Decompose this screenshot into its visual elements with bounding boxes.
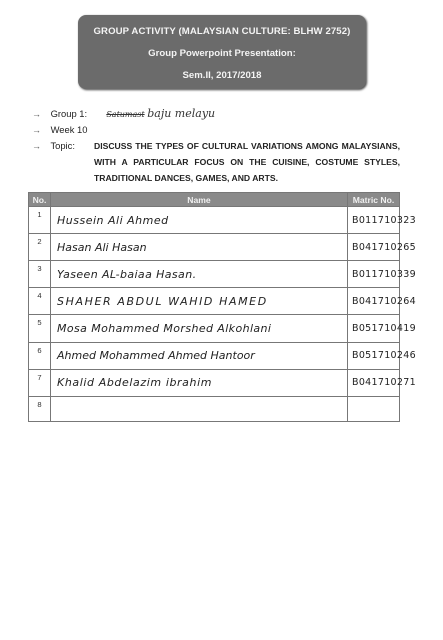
member-name: Ahmed Mohammed Ahmed Hantoor [51, 342, 348, 369]
header-no: No. [29, 193, 51, 207]
topic-line [32, 140, 75, 151]
member-table [28, 192, 416, 422]
table-row [29, 288, 400, 315]
matric-number: B041710264 [348, 288, 400, 315]
struck-group-name: Satumast [106, 110, 145, 119]
matric-number: B011710323 [348, 207, 400, 234]
table-row [29, 342, 400, 369]
group-line [32, 107, 215, 120]
semester-label: Sem.II, 2017/2018 [182, 70, 262, 81]
matric-number: B051710246 [348, 342, 400, 369]
week-label: Week 10 [50, 124, 88, 135]
row-number: 3 [29, 261, 51, 288]
row-number: 2 [29, 234, 51, 261]
header-name: Name [51, 193, 348, 207]
member-name: Hasan Ali Hasan [51, 234, 348, 261]
matric-number [348, 396, 400, 421]
course-title: GROUP ACTIVITY (MALAYSIAN CULTURE: BLHW 2752) [93, 26, 351, 37]
row-number: 7 [29, 369, 51, 396]
table-row [29, 261, 400, 288]
matric-number: B041710271 [348, 369, 400, 396]
member-name: Hussein Ali Ahmed [51, 207, 348, 234]
table-row [29, 396, 400, 421]
row-number: 1 [29, 207, 51, 234]
table-row [29, 207, 400, 234]
matric-number: B041710265 [348, 234, 400, 261]
table-row [29, 369, 400, 396]
member-name: Khalid Abdelazim ibrahim [51, 369, 348, 396]
table-row [29, 234, 400, 261]
table-header-row [29, 193, 400, 207]
week-line [32, 124, 87, 135]
group-name-handwritten: baju melayu [147, 107, 216, 120]
member-name: SHAHER ABDUL WAHID HAMED [51, 288, 348, 315]
title-banner [78, 15, 366, 89]
header-matric: Matric No. [348, 193, 400, 207]
arrow-bullet-icon: → [32, 125, 41, 135]
row-number: 8 [29, 396, 51, 421]
topic-label: Topic: [50, 140, 75, 151]
assignment-title: Group Powerpoint Presentation: [148, 48, 296, 59]
row-number: 4 [29, 288, 51, 315]
arrow-bullet-icon: → [32, 141, 41, 151]
member-name [51, 396, 348, 421]
arrow-bullet-icon: → [32, 109, 41, 119]
member-name: Mosa Mohammed Morshed Alkohlani [51, 315, 348, 342]
row-number: 6 [29, 342, 51, 369]
member-name: Yaseen AL-baiaa Hasan. [51, 261, 348, 288]
group-label: Group 1: [50, 108, 88, 119]
topic-text: DISCUSS THE TYPES OF CULTURAL VARIATIONS AMONG MALAYSIANS, WITH A PARTICULAR FOCUS ON THE CUISINE, COSTUME STYLES, TRADITIONAL DANCES, GAMES, AND ARTS. [94, 141, 400, 183]
matric-number: B051710419 [348, 315, 400, 342]
matric-number: B011710339 [348, 261, 400, 288]
row-number: 5 [29, 315, 51, 342]
table-row [29, 315, 400, 342]
